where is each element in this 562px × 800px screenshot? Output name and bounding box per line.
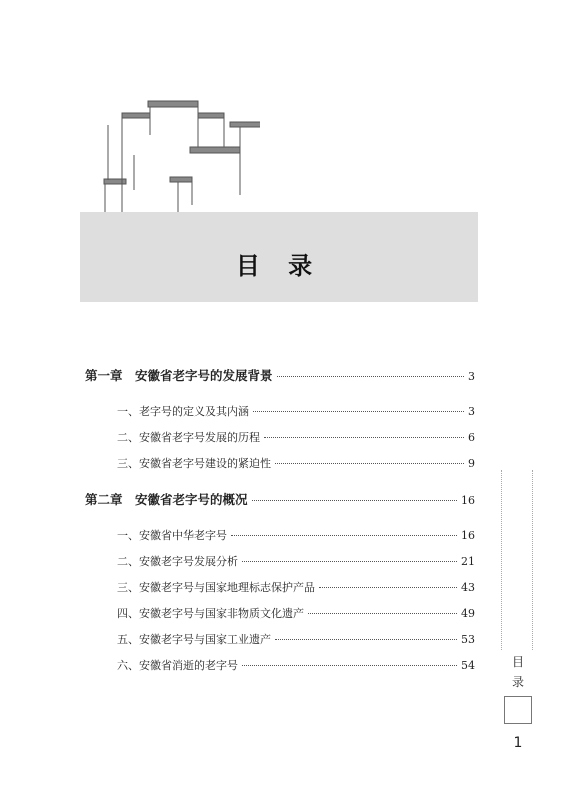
toc-label: 二、安徽省老字号发展的历程	[117, 431, 260, 444]
toc-page: 54	[461, 659, 475, 672]
seal-logo	[504, 696, 532, 724]
toc-label: 三、安徽老字号与国家地理标志保护产品	[117, 581, 315, 594]
toc-page: 53	[461, 633, 475, 646]
toc-leader	[252, 500, 457, 501]
toc-page: 6	[468, 431, 475, 444]
toc-page: 16	[461, 494, 475, 507]
toc-label: 一、老字号的定义及其内涵	[117, 405, 249, 418]
toc-page: 9	[468, 457, 475, 470]
toc-label: 三、安徽省老字号建设的紧迫性	[117, 457, 271, 470]
toc-leader	[308, 613, 457, 614]
toc-leader	[242, 665, 457, 666]
toc-leader	[264, 437, 464, 438]
toc-leader	[231, 535, 457, 536]
toc-page: 49	[461, 607, 475, 620]
toc-leader	[242, 561, 457, 562]
toc-section-2-2[interactable]	[85, 553, 475, 571]
toc-leader	[253, 411, 464, 412]
toc-leader	[277, 376, 464, 377]
toc-chapter-1[interactable]	[85, 366, 475, 384]
toc-page: 3	[468, 370, 475, 383]
toc-label: 第一章 安徽省老字号的发展背景	[85, 368, 273, 383]
side-divider	[501, 470, 502, 650]
toc-label: 第二章 安徽省老字号的概况	[85, 492, 248, 507]
page-title: 目 录	[235, 252, 323, 280]
toc-section-2-1[interactable]	[85, 527, 475, 545]
toc-label: 五、安徽老字号与国家工业遗产	[117, 633, 271, 646]
toc-page: 43	[461, 581, 475, 594]
toc-section-2-4[interactable]	[85, 605, 475, 623]
toc-section-2-5[interactable]	[85, 631, 475, 649]
toc-section-2-6[interactable]	[85, 657, 475, 675]
toc-section-2-3[interactable]	[85, 579, 475, 597]
toc-page: 21	[461, 555, 475, 568]
toc-section-1-1[interactable]	[85, 403, 475, 421]
side-section-label: 目录	[511, 655, 524, 689]
toc-page: 16	[461, 529, 475, 542]
toc-label: 二、安徽老字号发展分析	[117, 555, 238, 568]
toc-section-1-3[interactable]	[85, 455, 475, 473]
toc-label: 六、安徽省消逝的老字号	[117, 659, 238, 672]
toc-section-1-2[interactable]	[85, 429, 475, 447]
toc-chapter-2[interactable]	[85, 490, 475, 508]
toc-label: 四、安徽老字号与国家非物质文化遗产	[117, 607, 304, 620]
toc-leader	[319, 587, 457, 588]
toc-page: 3	[468, 405, 475, 418]
page-number: 1	[513, 735, 523, 751]
toc-label: 一、安徽省中华老字号	[117, 529, 227, 542]
side-divider	[532, 470, 533, 650]
toc-leader	[275, 639, 457, 640]
toc-leader	[275, 463, 464, 464]
